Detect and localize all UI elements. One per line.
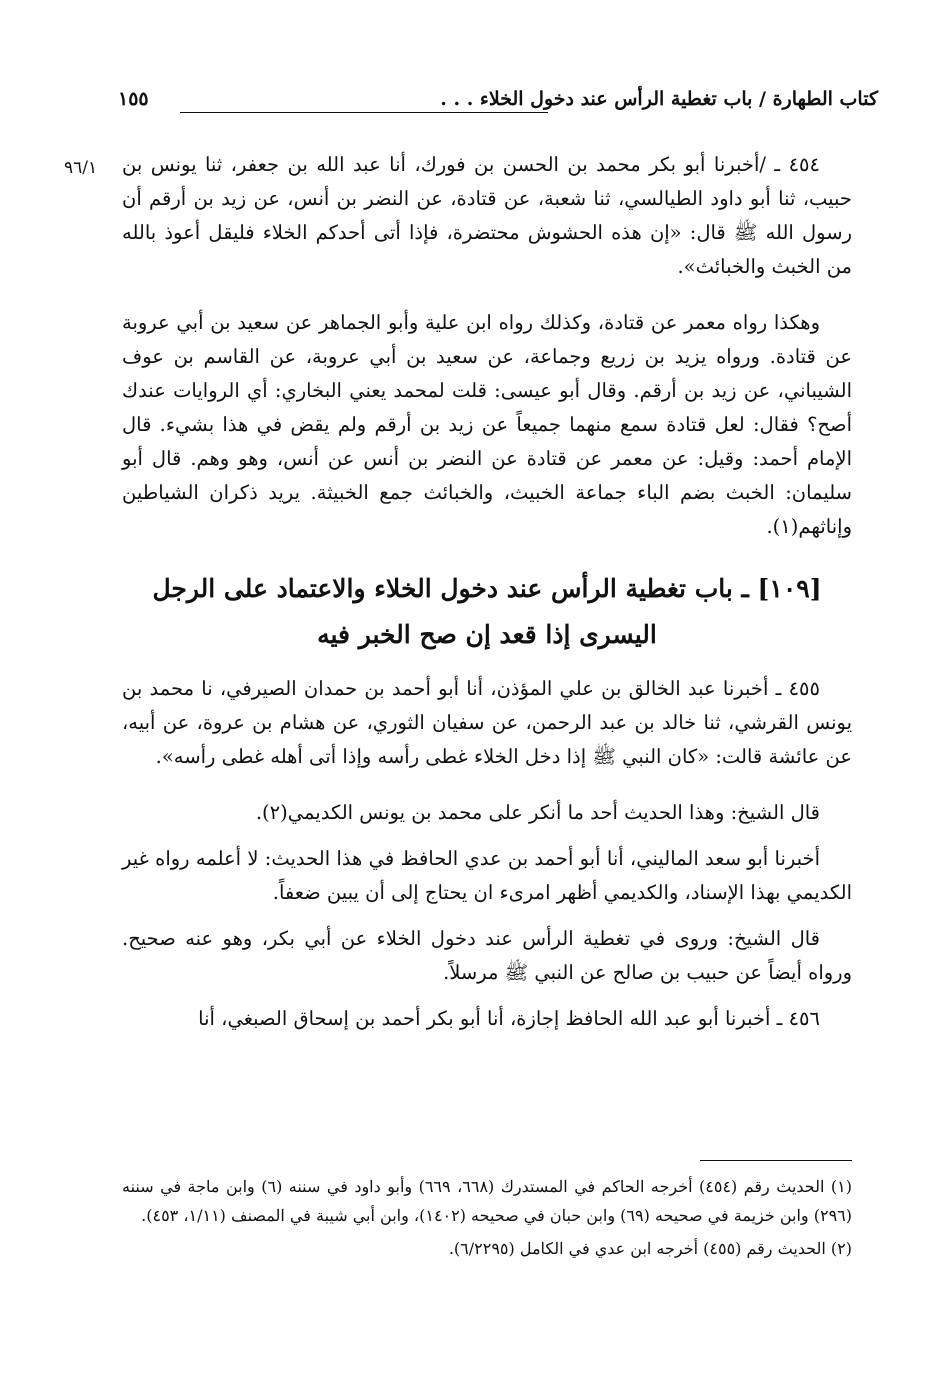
shaykh-narration-paragraph: قال الشيخ: وروى في تغطية الرأس عند دخول الخلاء عن أبي بكر، وهو عنه صحيح. ورواه أيضاً عن حبيب بن صالح عن النبي ﷺ مرسلاً. [122,927,852,984]
hadith-456-paragraph: ٤٥٦ ـ أخبرنا أبو عبد الله الحافظ إجازة، أنا أبو بكر أحمد بن إسحاق الصبغي، أنا [198,1007,820,1030]
footnote-1: (١) الحديث رقم (٤٥٤) أخرجه الحاكم في المستدرك (٦٦٨، ٦٦٩) وأبو داود في سننه (٦) وابن ماجة في سننه (٢٩٦) وابن خزيمة في صحيحه (٦٩) وابن حبان في صحيحه (١٤٠٢)، وابن أبي شيبة في المصنف (١/١١، ٤٥٣). [122,1177,852,1225]
footnote-divider [700,1160,852,1161]
commentary-paragraph: وهكذا رواه معمر عن قتادة، وكذلك رواه ابن علية وأبو الجماهر عن سعيد بن أبي عروبة عن قتادة. ورواه يزيد بن زريع وجماعة، عن سعيد بن أبي عروبة، عن القاسم بن عوف الشيباني، عن زيد بن أرقم. وقال أبو عيسى: قلت لمحمد يعني البخاري: أي الروايات عندك أصح؟ فقال: لعل قتادة سمع منهما جميعاً عن زيد بن أرقم ولم يقض في هذا بشيء. قال الإمام أحمد: وقيل: عن معمر عن قتادة عن النضر بن أنس عن أنس، وهو وهم. قال أبو سليمان: الخبث بضم الباء جماعة الخبيث، والخبائث جمع الخبيثة. يريد ذكران الشياطين وإناثهم(١). [122,311,852,538]
hadith-454-paragraph: ٤٥٤ ـ /أخبرنا أبو بكر محمد بن الحسن بن فورك، أنا عبد الله بن جعفر، ثنا يونس بن حبيب، ثنا أبو داود الطيالسي، ثنا شعبة، عن قتادة، عن النضر بن أنس، عن زيد بن أرقم أن رسول الله ﷺ قال: «إن هذه الحشوش محتضرة، فإذا أتى أحدكم الخلاء فليقل أعوذ بالله من الخبث والخبائث». [122,153,852,278]
running-header-rule [180,112,548,113]
footnotes [122,1172,852,1267]
page-number: ١٥٥ [118,88,149,110]
ibn-adi-paragraph: أخبرنا أبو سعد الماليني، أنا أبو أحمد بن عدي الحافظ في هذا الحديث: لا أعلمه رواه غير الكديمي بهذا الإسناد، والكديمي أظهر امرىء ان يحتاج إلى أن يبين ضعفاً. [122,847,852,904]
chapter-heading: [١٠٩] ـ باب تغطية الرأس عند دخول الخلاء والاعتماد على الرجل اليسرى إذا قعد إن صح الخبر فيه [152,574,822,649]
hadith-455-paragraph: ٤٥٥ ـ أخبرنا عبد الخالق بن علي المؤذن، أنا أبو أحمد بن حمدان الصيرفي، نا محمد بن يونس القرشي، ثنا خالد بن عبد الرحمن، عن سفيان الثوري، عن هشام بن عروة، عن أبيه، عن عائشة قالت: «كان النبي ﷺ إذا دخل الخلاء غطى رأسه وإذا أتى أهله غطى رأسه». [122,677,852,768]
running-header-title: كتاب الطهارة / باب تغطية الرأس عند دخول الخلاء . . . [440,88,878,110]
main-text [122,148,852,1058]
margin-reference: ٩٦/١ [64,158,98,178]
running-header [118,88,878,122]
shaykh-remark-paragraph: قال الشيخ: وهذا الحديث أحد ما أنكر على محمد بن يونس الكديمي(٢). [255,801,820,824]
footnote-2: (٢) الحديث رقم (٤٥٥) أخرجه ابن عدي في الكامل (٦/٢٢٩٥). [448,1239,852,1258]
